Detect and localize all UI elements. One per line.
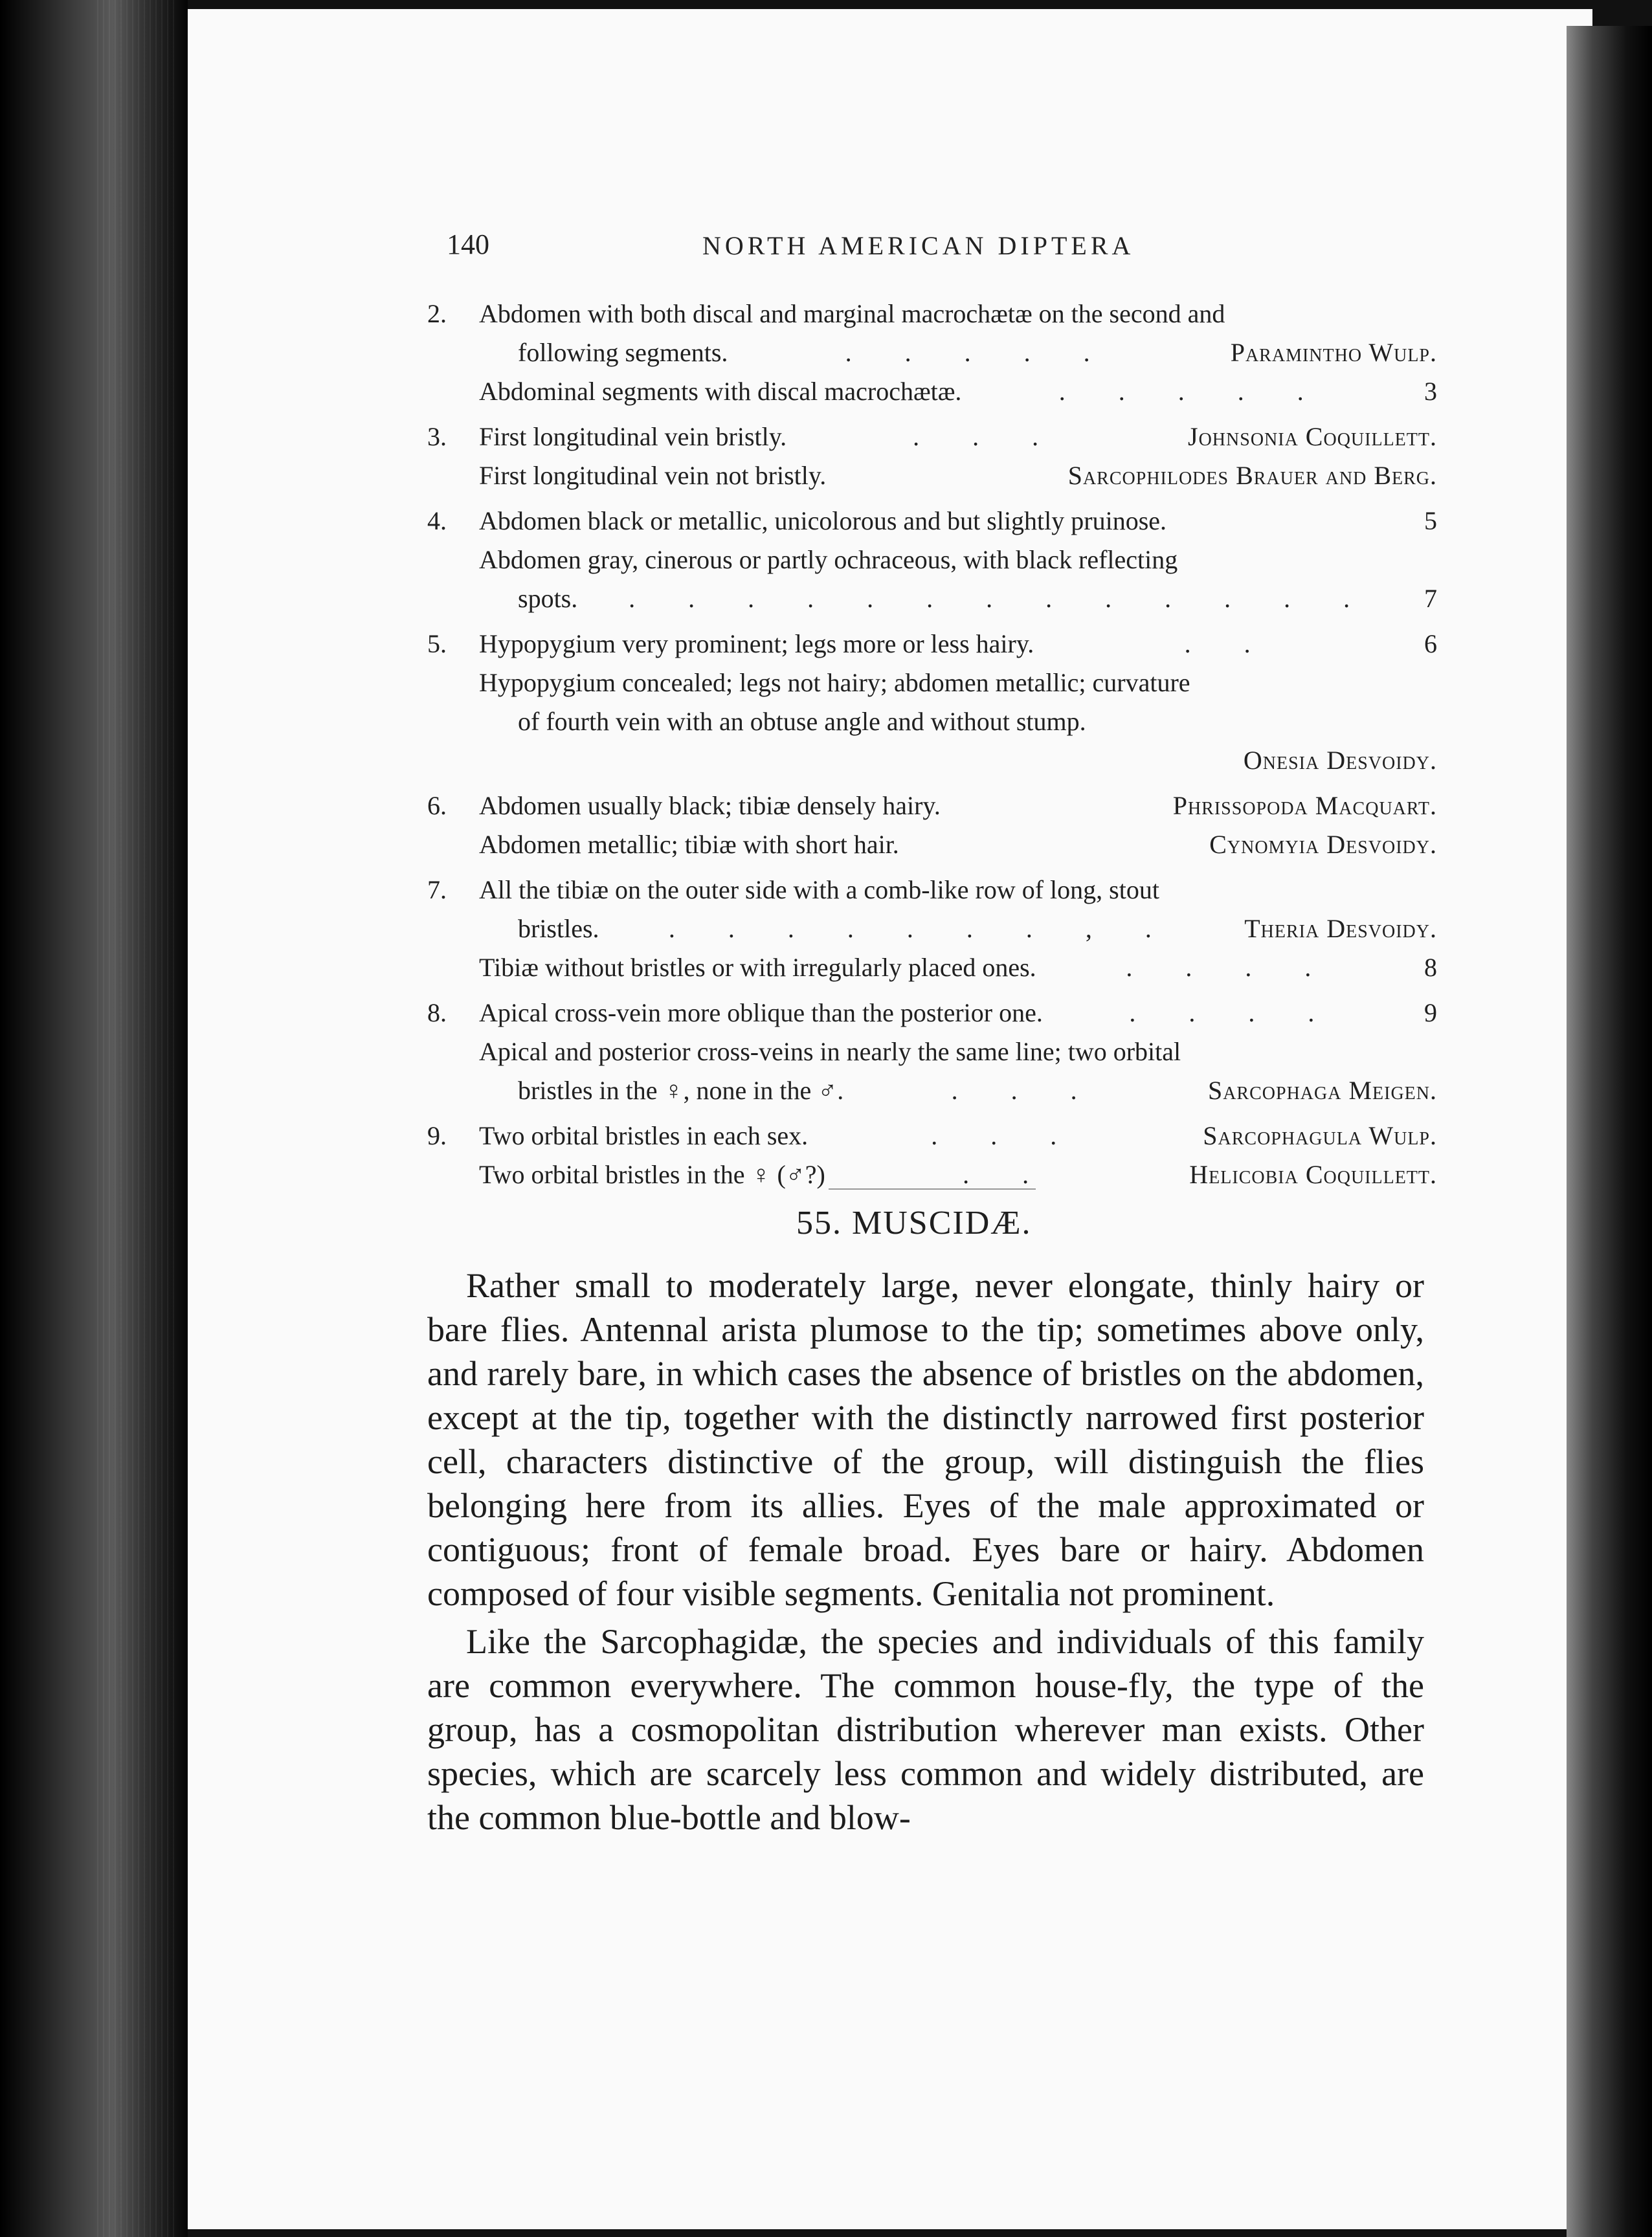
- key-result: 5: [1424, 506, 1437, 535]
- key-result: 3: [1424, 377, 1437, 406]
- key-line: [427, 333, 1437, 372]
- page-edges: [97, 0, 175, 2237]
- leader-dots: . . . . .: [1058, 377, 1327, 406]
- key-text: Hypopygium concealed; legs not hairy; abdomen metallic; curvature: [479, 668, 1190, 697]
- key-text: Tibiæ without bristles or with irregularly placed ones.: [479, 953, 1036, 982]
- couplet-number: 3.: [427, 422, 447, 451]
- key-text: Apical and posterior cross-veins in nearly the same line; two orbital: [479, 1037, 1181, 1066]
- key-line: [427, 456, 1437, 495]
- key-text: First longitudinal vein bristly.: [479, 422, 787, 451]
- key-text: Abdomen metallic; tibiæ with short hair.: [479, 830, 899, 859]
- section-body: [427, 1263, 1424, 1843]
- key-text: Two orbital bristles in each sex.: [479, 1121, 809, 1150]
- key-couplet: [427, 994, 1437, 1110]
- key-result: 7: [1424, 584, 1437, 613]
- key-text: Abdomen black or metallic, unicolorous and but slightly pruinose.: [479, 506, 1167, 535]
- key-line: [427, 372, 1437, 411]
- couplet-number: 5.: [427, 629, 447, 658]
- key-line: [427, 625, 1437, 663]
- key-line: [427, 502, 1437, 540]
- key-couplet: [427, 786, 1437, 864]
- leader-dots: . . .: [931, 1121, 1080, 1150]
- key-text: bristles in the ♀, none in the ♂.: [518, 1076, 844, 1105]
- key-result: Johnsonia Coquillett.: [1188, 422, 1437, 451]
- key-line: [427, 786, 1437, 825]
- key-line: [427, 1117, 1437, 1155]
- key-line: [427, 540, 1437, 579]
- key-result: Sarcophilodes Brauer and Berg.: [1067, 461, 1437, 490]
- key-result: Paramintho Wulp.: [1230, 338, 1437, 367]
- couplet-number: 9.: [427, 1121, 447, 1150]
- key-couplet: [427, 295, 1437, 411]
- key-couplet: [427, 625, 1437, 780]
- running-title: NORTH AMERICAN DIPTERA: [702, 231, 1135, 260]
- leader-dots: . . . . .: [845, 338, 1113, 367]
- key-result: 9: [1424, 998, 1437, 1027]
- leader-dots: . .: [963, 1160, 1053, 1189]
- couplet-number: 2.: [427, 299, 447, 328]
- leader-dots: . . . .: [1129, 998, 1338, 1027]
- key-line: [427, 295, 1437, 333]
- key-text: following segments.: [518, 338, 728, 367]
- key-line: [427, 741, 1437, 780]
- key-line: [427, 1071, 1437, 1110]
- key-text: bristles.: [518, 914, 599, 943]
- right-page-shadow: [1567, 26, 1652, 2237]
- key-result: Onesia Desvoidy.: [1243, 746, 1437, 775]
- key-text: Apical cross-vein more oblique than the posterior one.: [479, 998, 1043, 1027]
- key-couplet: [427, 417, 1437, 495]
- key-text: Abdomen usually black; tibiæ densely hairy.: [479, 791, 941, 820]
- key-result: Phrissopoda Macquart.: [1172, 791, 1437, 820]
- key-line: [427, 825, 1437, 864]
- key-couplet: [427, 871, 1437, 987]
- leader-dots: . . . .: [1126, 953, 1335, 982]
- key-line: [427, 702, 1437, 741]
- key-text: Abdomen gray, cinerous or partly ochraceous, with black reflecting: [479, 545, 1178, 574]
- leader-dots: . .: [1184, 629, 1274, 658]
- key-line: [427, 1032, 1437, 1071]
- key-line: [427, 663, 1437, 702]
- leader-dots: . . .: [951, 1076, 1100, 1105]
- key-result: 8: [1424, 953, 1437, 982]
- key-text: Two orbital bristles in the ♀ (♂?): [479, 1160, 825, 1189]
- key-line: [427, 909, 1437, 948]
- paragraph: Rather small to moderately large, never elongate, thinly hairy or bare flies. Antennal arista plumose to the tip; sometimes above only, and rarely bare, in which cases the absence of bristles on the abdomen, except at the tip, together with the distinctly narrowed first posterior cell, characters distinctive of the group, will distinguish the flies belonging here from its allies. Eyes of the male approximated or contiguous; front of female broad. Eyes bare or hairy. Abdomen composed of four visible segments. Genitalia not prominent.: [427, 1266, 1424, 1613]
- leader-dots: . . . . . . . , .: [668, 914, 1175, 943]
- key-line: [427, 948, 1437, 987]
- section-divider: [829, 1188, 1036, 1190]
- leader-dots: . . . . . . . . . . . . .: [629, 584, 1374, 613]
- key-couplet: [427, 502, 1437, 618]
- key-text: First longitudinal vein not bristly.: [479, 461, 827, 490]
- page-number: 140: [447, 228, 489, 260]
- page-header: [447, 228, 1431, 267]
- key-couplet: [427, 1117, 1437, 1194]
- key-text: All the tibiæ on the outer side with a comb-like row of long, stout: [479, 875, 1159, 904]
- leader-dots: . . .: [913, 422, 1062, 451]
- couplet-number: 7.: [427, 875, 447, 904]
- key-text: Abdomen with both discal and marginal macrochætæ on the second and: [479, 299, 1225, 328]
- key-result: Sarcophaga Meigen.: [1207, 1076, 1437, 1105]
- couplet-number: 4.: [427, 506, 447, 535]
- key-line: [427, 579, 1437, 618]
- key-line: [427, 417, 1437, 456]
- key-result: Sarcophagula Wulp.: [1203, 1121, 1437, 1150]
- key-text: Hypopygium very prominent; legs more or less hairy.: [479, 629, 1034, 658]
- couplet-number: 6.: [427, 791, 447, 820]
- key-result: Helicobia Coquillett.: [1189, 1160, 1437, 1189]
- identification-key: [427, 295, 1437, 1201]
- section-title: 55. MUSCIDÆ.: [796, 1205, 1032, 1241]
- key-result: Theria Desvoidy.: [1244, 914, 1437, 943]
- paragraph: Like the Sarcophagidæ, the species and individuals of this family are common everywhere. The common house-fly, the type of the group, has a cosmopolitan distribution wherever man exists. Other species, which are scarcely less common and widely distributed, are the common blue-bottle and blow-: [427, 1622, 1424, 1837]
- key-text: of fourth vein with an obtuse angle and without stump.: [518, 707, 1086, 736]
- key-result: Cynomyia Desvoidy.: [1209, 830, 1437, 859]
- key-text: spots.: [518, 584, 578, 613]
- couplet-number: 8.: [427, 998, 447, 1027]
- key-line: [427, 994, 1437, 1032]
- key-text: Abdominal segments with discal macrochætæ.: [479, 377, 962, 406]
- key-line: [427, 871, 1437, 909]
- key-result: 6: [1424, 629, 1437, 658]
